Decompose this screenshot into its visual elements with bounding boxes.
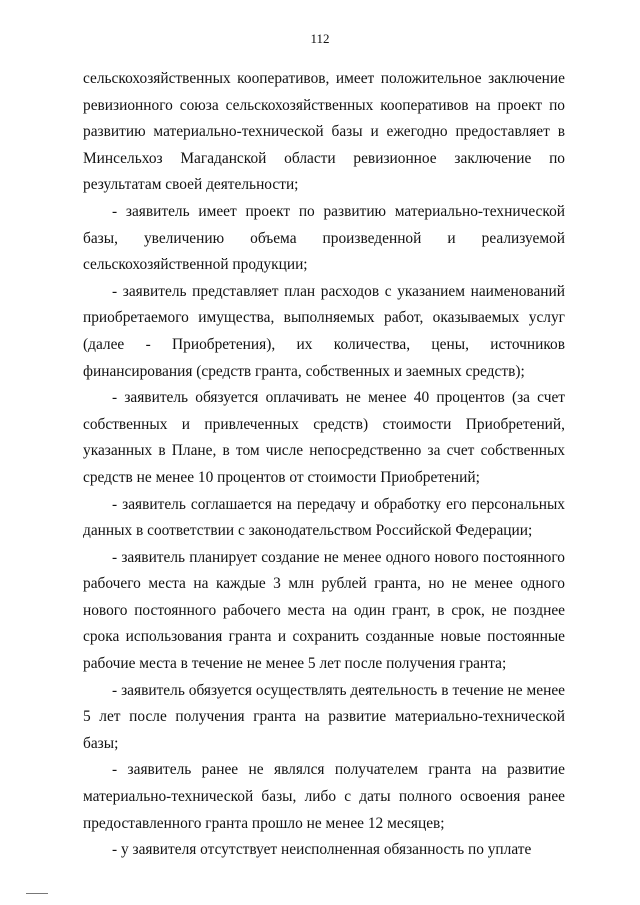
list-item-tax-obligation: - у заявителя отсутствует неисполненная обязанность по уплате xyxy=(112,841,532,859)
list-item-activity-term: - заявитель обязуется осуществлять деятельность в течение не менее 5 лет после получения гранта на развитие материально-технической базы; xyxy=(83,681,565,752)
list-item-expense-plan: - заявитель представляет план расходов с указанием наименований приобретаемого имущества, выполняемых работ, оказываемых услуг (далее - Приобретения), их количества, цены, источников финансирования (средств гранта, собственных и заемных средств); xyxy=(83,282,565,380)
list-item-previous-grant: - заявитель ранее не являлся получателем гранта на развитие материально-технической базы, либо с даты полного освоения ранее предоставленного гранта прошло не менее 12 месяцев; xyxy=(83,761,565,832)
list-item-jobs: - заявитель планирует создание не менее одного нового постоянного рабочего места на каждые 3 млн рублей гранта, но не менее одного нового постоянного рабочего места на один грант, в срок, не позднее срока использования гранта и сохранить созданные новые постоянные рабочие места в течение не менее 5 лет после получения гранта; xyxy=(83,548,565,673)
list-item-personal-data: - заявитель соглашается на передачу и обработку его персональных данных в соответствии с законодательством Российской Федерации; xyxy=(83,495,565,540)
list-item-project: - заявитель имеет проект по развитию материально-технической базы, увеличению объема произведенной и реализуемой сельскохозяйственной продукции; xyxy=(83,202,565,274)
paragraph-continuation: сельскохозяйственных кооперативов, имеет положительное заключение ревизионного союза сельскохозяйственных кооперативов на проект по развитию материально-технической базы и ежегодно предоставляет в Минсельхоз Магаданской области ревизионное заключение по результатам своей деятельности; xyxy=(83,70,565,194)
list-item-cofinancing: - заявитель обязуется оплачивать не менее 40 процентов (за счет собственных и привлеченных средств) стоимости Приобретений, указанных в Плане, в том числе непосредственно за счет собственных средств не менее 10 процентов от стоимости Приобретений; xyxy=(83,389,565,486)
document-body xyxy=(83,66,565,864)
footer-divider xyxy=(26,893,48,894)
page-number: 112 xyxy=(310,31,330,46)
